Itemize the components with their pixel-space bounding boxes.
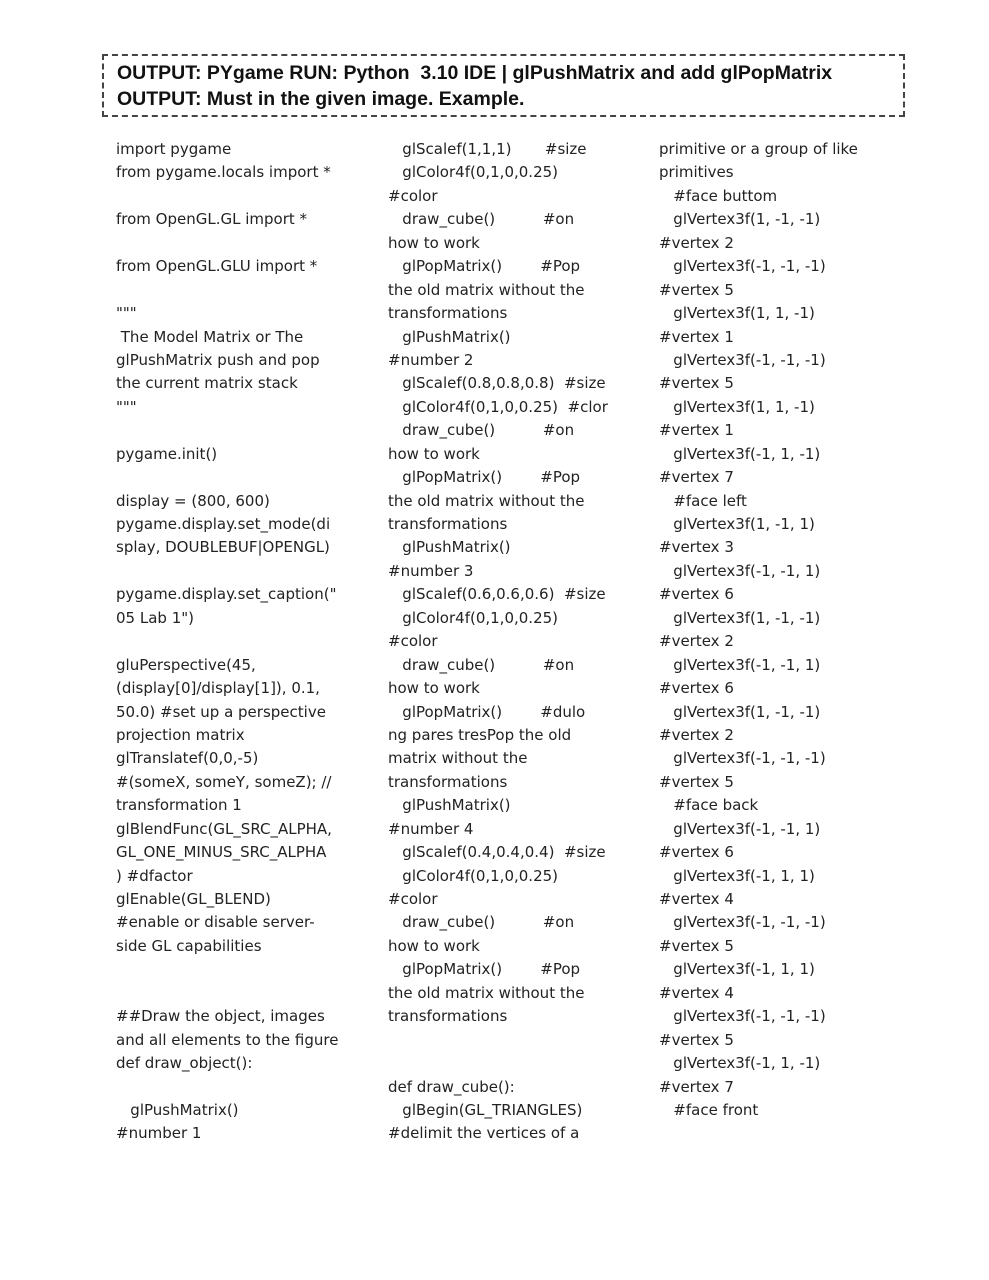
code-line: from OpenGL.GL import * bbox=[116, 210, 308, 229]
code-line: #number 2 bbox=[388, 350, 474, 369]
code-line: pygame.display.set_caption(" bbox=[116, 585, 337, 604]
code-line: projection matrix bbox=[116, 725, 245, 744]
code-line bbox=[116, 1076, 356, 1099]
header-title: OUTPUT: PYgame RUN: Python 3.10 IDE | glPushMatrix and add glPopMatrix bbox=[117, 62, 833, 84]
code-line bbox=[388, 1052, 628, 1075]
code-line: glScalef(0.4,0.4,0.4) #size bbox=[388, 843, 606, 862]
code-line: #vertex 2 bbox=[659, 725, 734, 744]
code-line: primitives bbox=[659, 163, 734, 182]
code-line bbox=[388, 1029, 628, 1052]
code-line: glPopMatrix() #dulo bbox=[388, 702, 586, 721]
code-line: glPushMatrix() bbox=[116, 1100, 239, 1119]
code-line: draw_cube() #on bbox=[388, 210, 575, 229]
code-line: transformations bbox=[388, 772, 508, 791]
code-line: glEnable(GL_BLEND) bbox=[116, 890, 271, 908]
code-line: #color bbox=[388, 632, 438, 651]
header-subtitle: OUTPUT: Must in the given image. Example. bbox=[117, 88, 525, 110]
code-line bbox=[116, 958, 356, 981]
code-line: #color bbox=[388, 186, 438, 205]
code-line: ) #dfactor bbox=[116, 866, 193, 885]
code-line: transformations bbox=[388, 304, 508, 323]
code-line: #vertex 4 bbox=[659, 890, 734, 908]
code-line bbox=[116, 232, 356, 255]
code-line: the current matrix stack bbox=[116, 374, 298, 393]
code-line: draw_cube() #on bbox=[388, 913, 575, 932]
code-line: glVertex3f(-1, -1, 1) bbox=[659, 561, 821, 580]
code-line: how to work bbox=[388, 233, 480, 252]
code-line bbox=[116, 466, 356, 489]
code-line: glVertex3f(-1, -1, -1) bbox=[659, 1007, 826, 1026]
code-line bbox=[116, 279, 356, 302]
code-line: glVertex3f(1, -1, -1) bbox=[659, 210, 821, 229]
code-line: glVertex3f(1, -1, -1) bbox=[659, 702, 821, 721]
code-line: glColor4f(0,1,0,0.25) #clor bbox=[388, 397, 608, 416]
code-line: glPopMatrix() #Pop bbox=[388, 257, 581, 276]
code-line: 50.0) #set up a perspective bbox=[116, 702, 326, 721]
code-line: """ bbox=[116, 304, 137, 323]
code-line: glColor4f(0,1,0,0.25) bbox=[388, 608, 559, 627]
code-line: how to work bbox=[388, 936, 480, 955]
code-line: (display[0]/display[1]), 0.1, bbox=[116, 679, 320, 698]
code-line: glPopMatrix() #Pop bbox=[388, 960, 581, 979]
code-line: glVertex3f(1, -1, -1) bbox=[659, 608, 821, 627]
code-line: ng pares tresPop the old bbox=[388, 725, 572, 744]
code-line: glVertex3f(-1, 1, -1) bbox=[659, 1054, 821, 1073]
code-line: #face front bbox=[659, 1100, 759, 1119]
code-line bbox=[116, 185, 356, 208]
code-line: #vertex 5 bbox=[659, 1030, 734, 1049]
code-line: glVertex3f(1, 1, -1) bbox=[659, 304, 815, 323]
code-line: glScalef(0.8,0.8,0.8) #size bbox=[388, 374, 606, 393]
code-line: #vertex 1 bbox=[659, 327, 734, 346]
code-line: #face back bbox=[659, 796, 759, 815]
header-banner bbox=[102, 54, 905, 117]
code-line: glPopMatrix() #Pop bbox=[388, 468, 581, 487]
code-line: glVertex3f(-1, -1, -1) bbox=[659, 350, 826, 369]
code-line: import pygame bbox=[116, 140, 232, 158]
code-line: glVertex3f(1, 1, -1) bbox=[659, 397, 815, 416]
code-line: glScalef(1,1,1) #size bbox=[388, 140, 587, 158]
code-line: #vertex 3 bbox=[659, 538, 734, 557]
code-line: glBegin(GL_TRIANGLES) bbox=[388, 1100, 583, 1119]
code-line: #face buttom bbox=[659, 186, 778, 205]
code-line: #vertex 5 bbox=[659, 936, 734, 955]
code-line: #vertex 2 bbox=[659, 233, 734, 252]
code-line: #vertex 4 bbox=[659, 983, 734, 1002]
code-line: def draw_object(): bbox=[116, 1054, 253, 1073]
code-line: draw_cube() #on bbox=[388, 655, 575, 674]
code-line: glVertex3f(-1, -1, -1) bbox=[659, 913, 826, 932]
code-line: The Model Matrix or The bbox=[116, 327, 304, 346]
code-line: glVertex3f(-1, 1, 1) bbox=[659, 866, 815, 885]
code-line: ##Draw the object, images bbox=[116, 1007, 325, 1026]
code-line: glVertex3f(-1, -1, 1) bbox=[659, 655, 821, 674]
code-line: transformations bbox=[388, 515, 508, 533]
code-line: #vertex 2 bbox=[659, 632, 734, 651]
code-line: #vertex 6 bbox=[659, 585, 734, 604]
code-line: glVertex3f(1, -1, 1) bbox=[659, 515, 815, 533]
code-line: how to work bbox=[388, 444, 480, 463]
code-line: #delimit the vertices of a bbox=[388, 1124, 580, 1143]
code-line: #vertex 6 bbox=[659, 843, 734, 862]
code-line: glPushMatrix() bbox=[388, 327, 511, 346]
code-line bbox=[116, 982, 356, 1005]
code-line: glBlendFunc(GL_SRC_ALPHA, bbox=[116, 819, 332, 838]
code-line: transformations bbox=[388, 1007, 508, 1026]
code-line bbox=[116, 419, 356, 442]
code-line: draw_cube() #on bbox=[388, 421, 575, 440]
code-line: the old matrix without the bbox=[388, 280, 585, 299]
code-line: side GL capabilities bbox=[116, 936, 262, 955]
code-line: from pygame.locals import * bbox=[116, 163, 331, 182]
code-line: glPushMatrix push and pop bbox=[116, 350, 320, 369]
code-line: glVertex3f(-1, 1, -1) bbox=[659, 444, 821, 463]
code-line: glPushMatrix() bbox=[388, 538, 511, 557]
code-line: #vertex 7 bbox=[659, 1077, 734, 1096]
code-line: 05 Lab 1") bbox=[116, 608, 194, 627]
code-line: the old matrix without the bbox=[388, 983, 585, 1002]
code-line: #vertex 5 bbox=[659, 374, 734, 393]
code-line: #vertex 5 bbox=[659, 772, 734, 791]
code-line: #number 4 bbox=[388, 819, 474, 838]
code-line: """ bbox=[116, 397, 137, 416]
code-line: glPushMatrix() bbox=[388, 796, 511, 815]
code-line bbox=[116, 630, 356, 653]
code-line: #face left bbox=[659, 491, 747, 510]
code-line: glVertex3f(-1, -1, 1) bbox=[659, 819, 821, 838]
code-line: and all elements to the figure bbox=[116, 1030, 339, 1049]
code-line: GL_ONE_MINUS_SRC_ALPHA bbox=[116, 843, 327, 862]
code-line: how to work bbox=[388, 679, 480, 698]
code-line: matrix without the bbox=[388, 749, 528, 768]
code-line: transformation 1 bbox=[116, 796, 242, 815]
code-line: #enable or disable server- bbox=[116, 913, 315, 932]
code-line: display = (800, 600) bbox=[116, 491, 270, 510]
code-line: pygame.display.set_mode(di bbox=[116, 515, 331, 533]
code-line: glVertex3f(-1, 1, 1) bbox=[659, 960, 815, 979]
code-column-1 bbox=[116, 138, 356, 1146]
code-line: glVertex3f(-1, -1, -1) bbox=[659, 749, 826, 768]
code-line: #(someX, someY, someZ); // bbox=[116, 772, 332, 791]
code-line: #vertex 5 bbox=[659, 280, 734, 299]
code-line: glTranslatef(0,0,-5) bbox=[116, 749, 259, 768]
code-line: #vertex 1 bbox=[659, 421, 734, 440]
code-line: #number 1 bbox=[116, 1124, 202, 1143]
code-line: the old matrix without the bbox=[388, 491, 585, 510]
code-line: from OpenGL.GLU import * bbox=[116, 257, 318, 276]
code-line: #vertex 7 bbox=[659, 468, 734, 487]
code-line: glColor4f(0,1,0,0.25) bbox=[388, 163, 559, 182]
code-line: splay, DOUBLEBUF|OPENGL) bbox=[116, 538, 330, 557]
code-line: glColor4f(0,1,0,0.25) bbox=[388, 866, 559, 885]
code-line: #vertex 6 bbox=[659, 679, 734, 698]
code-line: pygame.init() bbox=[116, 444, 218, 463]
code-line: gluPerspective(45, bbox=[116, 655, 256, 674]
code-column-3 bbox=[659, 138, 889, 1122]
code-line: primitive or a group of like bbox=[659, 140, 858, 158]
code-line: #number 3 bbox=[388, 561, 474, 580]
code-line: glVertex3f(-1, -1, -1) bbox=[659, 257, 826, 276]
code-line bbox=[116, 560, 356, 583]
code-line: def draw_cube(): bbox=[388, 1077, 515, 1096]
code-column-2 bbox=[388, 138, 628, 1146]
code-line: glScalef(0.6,0.6,0.6) #size bbox=[388, 585, 606, 604]
code-line: #color bbox=[388, 890, 438, 908]
